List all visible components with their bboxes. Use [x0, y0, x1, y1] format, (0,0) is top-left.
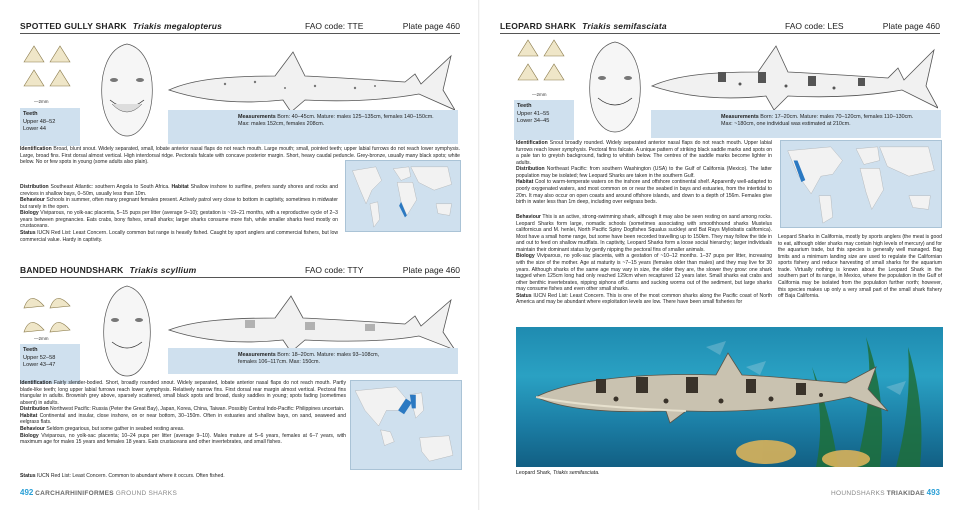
- teeth-count-box: Teeth Upper 48–52 Lower 44: [20, 108, 80, 146]
- group-name: GROUND SHARKS: [115, 490, 178, 497]
- order-name: CARCHARHINIFORMES: [35, 490, 114, 497]
- species-name: LEOPARD SHARK Triakis semifasciata: [500, 21, 667, 31]
- fao-code: FAO code: TTE: [305, 21, 364, 31]
- species-header: [500, 18, 940, 34]
- scientific-name: Triakis scyllium: [129, 265, 197, 275]
- page-footer: [831, 488, 940, 497]
- distribution-map: [780, 140, 942, 228]
- species-header: [20, 18, 460, 34]
- scientific-name: Triakis megalopterus: [132, 21, 223, 31]
- group-name: HOUNDSHARKS: [831, 490, 885, 497]
- distribution-map: [350, 380, 462, 470]
- teeth-illustration: [514, 34, 574, 88]
- photo-caption: Leopard Shark, Triakis semifasciata.: [516, 470, 600, 476]
- fao-code: FAO code: TTY: [305, 265, 364, 275]
- page-footer: [20, 488, 177, 497]
- teeth-illustration: [20, 286, 80, 340]
- scale-bar: —2mm: [532, 92, 547, 97]
- plate-reference: Plate page 460: [402, 265, 460, 275]
- description-intro: Identification Broad, blunt snout. Widely separated, small, lobate anterior nasal flaps do not reach mouth. Large mouth; small, pointed teeth; upper labial furrows do not reach lower symphysis. Large, broad fins. First dorsal almost vertical. High interdorsal ridge. Pectorals falcate with concave posterior margin. Short, heavy caudal peduncle. Grey-bronze, usually many black spots; white below. No or few spots in young (some adults also plain).: [20, 146, 461, 166]
- species-name: BANDED HOUNDSHARK Triakis scyllium: [20, 265, 197, 275]
- shark-body-illustration: [165, 38, 455, 118]
- description-body-continued: Behaviour This is an active, strong-swimming shark, although it may also be seen resting on sand among rocks. Leopard Sharks form large, nomadic schools (sometimes associating with smoothhound sharks Mustelus californicus and M. henlei, North Pacific Spiny Dogfishes Squalus suckleyi and Bat Rays Myliobatis californica). Most have a small home range, but some have been recorded travelling up to 150km. They may follow the tide in and out to feed on shallow mudflats. In captivity, Leopard Sharks form a loose social hierarchy; larger individuals maintain their dominant status by gently nipping the pectoral fins of smaller animals. Biology Viviparous, no yolk-sac placenta, with a gestation of ~10–12 months. 1–37 pups per litter, increasing with the size of the mother. Age at maturity is ~7–15 years (females older than males) and they may live for 30 years. Although sharks of the same age may vary in size, the older they are, the slower they grow: one shark tagged when 125cm long had only reached 129cm when recaptured 12 years later. Small sharks eat crabs and other benthic invertebrates, nipping siphons off clams and sucking worms out of the sediment, but large sharks may consume fishes and even other small sharks. Status IUCN Red List: Least Concern. This is one of the most common sharks along the Pacific coast of North America and may be abundant where exploitation levels are low. There have been small fisheries for: [516, 214, 772, 306]
- measurements-box: Measurements Born: 17–20cm. Mature: males 70–120cm, females 110–130cm. Max: ~180cm, one individual was estimated at 210cm.: [651, 110, 941, 138]
- description-body: Identification Fairly slender-bodied. Short, broadly rounded snout. Widely separated, lobate anterior nasal flaps do not reach mouth. Partly blade-like teeth; long upper labial furrows reach lower symphysis. Relatively narrow fins. First dorsal rear margin almost vertical. Pectoral fins triangular in adults. Brownish grey above, sparsely scattered, small black spots and broad, dusky saddles in young; spots fading (sometimes absent) in adults. Distribution Northwest Pacific: Russia (Peter the Great Bay), Japan, Korea, China, Taiwan. Possibly Central Indo-Pacific: Philippines uncertain. Habitat Continental and insular, close inshore, on or near bottom, 30–150m. Often in estuaries and shallow bays, on sand, seaweed and eelgrass flats. Behaviour Seldom gregarious, but some gather in seabed resting areas. Biology Viviparous, no yolk-sac placenta; 10–24 pups per litter (average 9–10). Males mature at 5–6 years, females at 6–7 years, with maximum age for males 15 years and females 18 years. Eats crustaceans and other invertebrates, and small fishes.: [20, 380, 346, 446]
- photo-illustration: [516, 327, 943, 467]
- teeth-count-box: Teeth Upper 52–58 Lower 43–47: [20, 344, 80, 384]
- right-page: [480, 0, 960, 510]
- description-body: Distribution Southeast Atlantic: southern Angola to South Africa. Habitat Shallow inshore to surfline, prefers sandy shores and rocks and crevices in shallow bays, 0–50m, usually less than 10m. Behaviour Schools in summer, often many pregnant females present. Actively patrol very close to bottom in captivity, sometimes in midwater but rarely in the open. Biology Viviparous, no yolk-sac placenta, 5–15 pups per litter (average 9–10); gestation is ~19–21 months, with a reproductive cycle of 2–3 years between pregnancies. Eats crabs, bony fishes, small sharks; larger sharks consume more fish, while smaller sharks feed mostly on crustaceans. Status IUCN Red List: Least Concern. Locally common but range is heavily fished. Caught by sport anglers and commercial fishers, but low commercial value. Hardy in captivity.: [20, 184, 339, 243]
- status-continued: Leopard Sharks in California, mostly by sports anglers (the meat is good to eat, although older sharks may contain high levels of mercury) and for the aquarium trade, but this species is generally well managed. Bag limits and a minimum landing size are used to regulate the Californian sports fishery and reduce harvesting of small sharks for the aquarium trade. Virtually nothing is known about the Leopard Shark in the southern part of its range, in Mexico, where the population in the Gulf of California may be isolated from the population further north; however, this species makes up only a very small part of the small shark fishery off Baja California.: [778, 234, 942, 300]
- measurements-box: Measurements Born: 18–20cm. Mature: males 93–108cm, females 106–117cm. Max: 150cm.: [168, 348, 458, 374]
- family-name: TRIAKIDAE: [886, 490, 925, 497]
- scale-bar: —2mm: [34, 99, 49, 104]
- head-underside-illustration: [94, 284, 160, 380]
- leopard-shark-photo: [516, 327, 943, 467]
- scale-bar: —2mm: [34, 336, 49, 341]
- measurements-box: Measurements Born: 40–45cm. Mature: males 125–135cm, females 140–150cm. Max: males 152cm, females 208cm.: [168, 110, 458, 144]
- description-body: Identification Snout broadly rounded. Widely separated anterior nasal flaps do not reach mouth. Upper labial furrows reach lower symphysis. Pectoral fins falcate. A unique pattern of striking black saddle marks and spots on a pale tan to greyish background, fading to whitish below. The centres of the saddle marks become lighter in adults. Distribution Northeast Pacific: from southern Washington (USA) to the Gulf of California (Mexico). The latter population may be isolated; few Leopard Sharks are taken in the southern Gulf. Habitat Cool to warm-temperate waters on the inshore and offshore continental shelf. Apparently well-adapted to poorly oxygenated waters, and most common on or near the seabed in bays and estuaries, from the intertidal to 20m. It may also occur on open coasts and around offshore islands, and down to a depth of 156m. Females give birth in water less than 1m deep, including over eelgrass beds.: [516, 140, 773, 206]
- species-header: [20, 262, 460, 278]
- distribution-map: [345, 160, 461, 232]
- page-number: 493: [926, 488, 940, 497]
- plate-reference: Plate page 460: [882, 21, 940, 31]
- teeth-count-box: Teeth Upper 41–55 Lower 34–45: [514, 100, 574, 140]
- status-line: Status IUCN Red List: Least Concern. Common to abundant where it occurs. Often fished.: [20, 473, 225, 479]
- species-name: SPOTTED GULLY SHARK Triakis megalopterus: [20, 21, 223, 31]
- teeth-illustration: [20, 40, 80, 94]
- scientific-name: Triakis semifasciata: [582, 21, 667, 31]
- fao-code: FAO code: LES: [785, 21, 844, 31]
- shark-body-illustration: [648, 34, 938, 118]
- page-number: 492: [20, 488, 34, 497]
- head-underside-illustration: [94, 42, 160, 138]
- plate-reference: Plate page 460: [402, 21, 460, 31]
- head-underside-illustration: [582, 40, 648, 136]
